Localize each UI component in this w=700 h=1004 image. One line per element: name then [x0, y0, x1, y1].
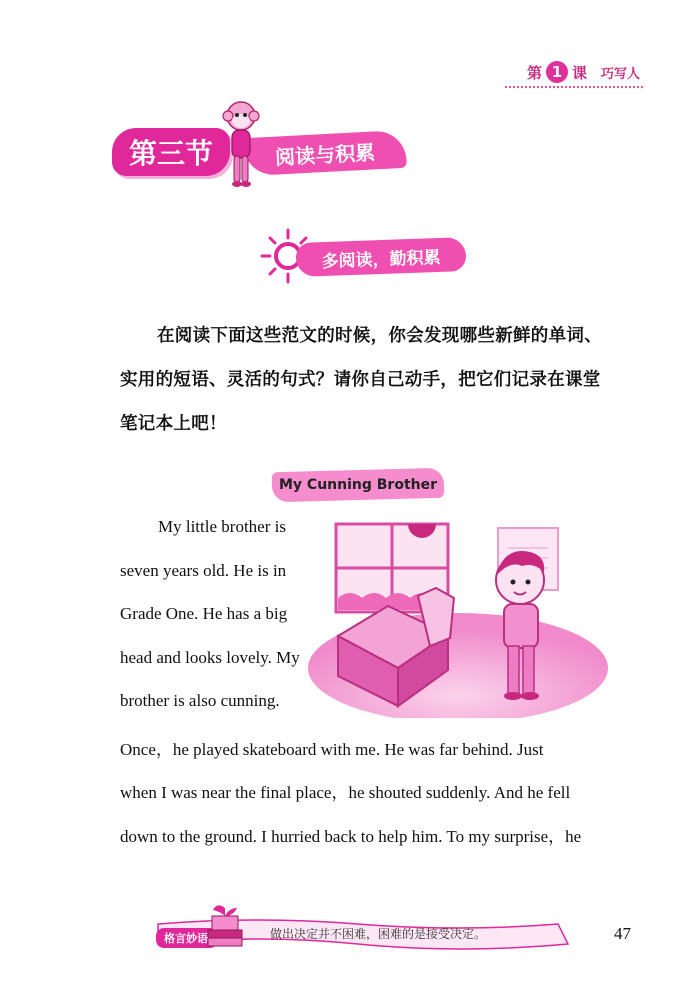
footer-label: 格言妙语: [164, 932, 208, 945]
lesson-header: [527, 60, 640, 84]
header-divider: [505, 86, 643, 88]
section-title: 阅读与积累: [243, 130, 407, 176]
story-line: seven years old. He is in: [120, 561, 287, 580]
story-line: Grade One. He has a big: [120, 604, 288, 623]
story-line: when I was near the final place，he shouted suddenly. And he fell: [120, 783, 571, 802]
lesson-number-badge: 1: [546, 61, 568, 83]
lesson-suffix: 课: [571, 63, 587, 82]
story-line: brother is also cunning.: [120, 691, 280, 710]
footer-quote: 做出决定并不困难，困难的是接受决定。: [270, 927, 487, 941]
boy-skateboard-illustration: [308, 518, 613, 718]
story-title-banner: [272, 470, 444, 500]
subsection-banner: [258, 226, 474, 286]
subsection-title: 多阅读，勤积累: [295, 237, 466, 277]
lesson-title: 巧写人: [600, 66, 640, 82]
story-line: head and looks lovely. My: [120, 648, 300, 667]
story-line: My little brother is: [158, 517, 286, 536]
story-title: My Cunning Brother: [278, 477, 438, 493]
story-line: Once，he played skateboard with me. He was far behind. Just: [120, 740, 544, 759]
monkey-mascot-icon: [218, 98, 264, 190]
story-line: down to the ground. I hurried back to help him. To my surprise，he: [120, 827, 582, 846]
lesson-prefix: 第: [526, 63, 542, 82]
page-number: 47: [614, 924, 631, 943]
intro-paragraph: 在阅读下面这些范文的时候，你会发现哪些新鲜的单词、实用的短语、灵活的句式？请你自己动手，把它们记录在课堂笔记本上吧！: [120, 326, 602, 434]
section-number: 第三节: [112, 128, 230, 176]
